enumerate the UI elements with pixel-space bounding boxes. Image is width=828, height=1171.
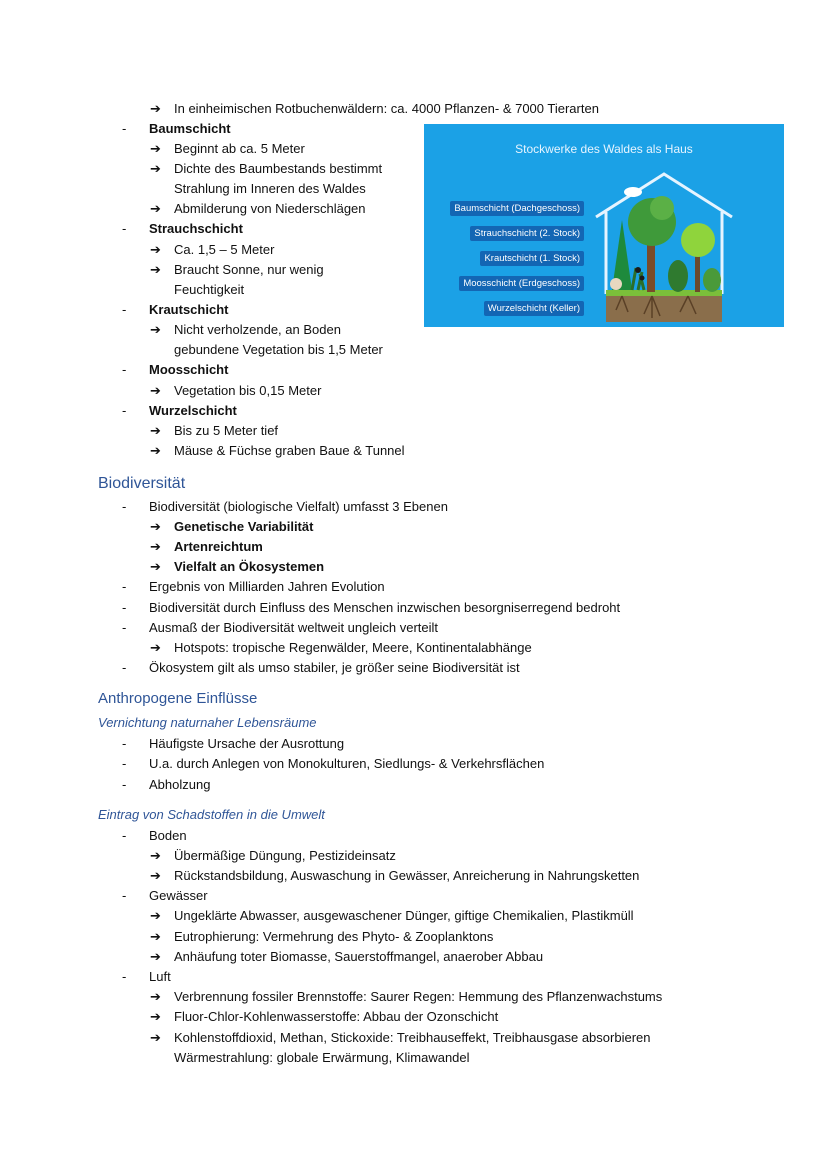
figure-label-strauchschicht: Strauchschicht (2. Stock)	[470, 226, 584, 241]
dash-bullet: -	[122, 221, 127, 236]
point-text: Biodiversität durch Einfluss des Menschen inzwischen besorgniserregend bedroht	[149, 600, 621, 615]
tree-trunk-icon	[647, 242, 655, 292]
arrow-icon: ➔	[150, 559, 161, 574]
arrow-icon: ➔	[150, 101, 161, 116]
point-text: Dichte des Baumbestands bestimmt	[174, 161, 383, 176]
dash-bullet: -	[122, 660, 127, 675]
point-text: Ca. 1,5 – 5 Meter	[174, 242, 275, 257]
arrow-icon: ➔	[150, 383, 161, 398]
tree-crown-icon	[650, 196, 674, 220]
layer-title: Strauchschicht	[149, 221, 243, 236]
point-title: Boden	[149, 828, 187, 843]
figure-label-moosschicht: Moosschicht (Erdgeschoss)	[459, 276, 584, 291]
shrub-icon	[703, 268, 721, 292]
arrow-icon: ➔	[150, 539, 161, 554]
arrow-icon: ➔	[150, 322, 161, 337]
moss-layer	[606, 290, 722, 296]
point-text: Abholzung	[149, 777, 211, 792]
dash-bullet: -	[122, 969, 127, 984]
point-text: U.a. durch Anlegen von Monokulturen, Siedlungs- & Verkehrsflächen	[149, 756, 545, 771]
arrow-icon: ➔	[150, 929, 161, 944]
forest-house-figure	[424, 124, 784, 327]
point-text: Bis zu 5 Meter tief	[174, 423, 279, 438]
arrow-icon: ➔	[150, 423, 161, 438]
dash-bullet: -	[122, 888, 127, 903]
dash-bullet: -	[122, 579, 127, 594]
figure-label-baumschicht: Baumschicht (Dachgeschoss)	[450, 201, 584, 216]
point-text: gebundene Vegetation bis 1,5 Meter	[174, 342, 383, 357]
point-text: Verbrennung fossiler Brennstoffe: Saurer Regen: Hemmung des Pflanzenwachstums	[174, 989, 663, 1004]
layer-title: Baumschicht	[149, 121, 231, 136]
point-text: Biodiversität (biologische Vielfalt) umfasst 3 Ebenen	[149, 499, 448, 514]
point-title: Gewässer	[149, 888, 208, 903]
point-text: Ökosystem gilt als umso stabiler, je größer seine Biodiversität ist	[149, 660, 520, 675]
berry-icon	[640, 276, 645, 281]
forest-house-illustration	[592, 172, 752, 322]
shrub-icon	[668, 260, 688, 292]
point-text: Strahlung im Inneren des Waldes	[174, 181, 366, 196]
dash-bullet: -	[122, 756, 127, 771]
point-text: Vielfalt an Ökosystemen	[174, 559, 325, 574]
arrow-icon: ➔	[150, 868, 161, 883]
point-text: Eutrophierung: Vermehrung des Phyto- & Zooplanktons	[174, 929, 494, 944]
point-text: Fluor-Chlor-Kohlenwasserstoffe: Abbau der Ozonschicht	[174, 1009, 499, 1024]
dash-bullet: -	[122, 499, 127, 514]
dash-bullet: -	[122, 302, 127, 317]
dash-bullet: -	[122, 777, 127, 792]
point-text: Wärmestrahlung: globale Erwärmung, Klimawandel	[174, 1050, 470, 1065]
intro-text: In einheimischen Rotbuchenwäldern: ca. 4000 Pflanzen- & 7000 Tierarten	[174, 101, 599, 116]
dash-bullet: -	[122, 620, 127, 635]
arrow-icon: ➔	[150, 989, 161, 1004]
subheading-habitat: Vernichtung naturnaher Lebensräume	[98, 715, 317, 730]
point-text: Mäuse & Füchse graben Baue & Tunnel	[174, 443, 405, 458]
point-text: Nicht verholzende, an Boden	[174, 322, 341, 337]
dash-bullet: -	[122, 600, 127, 615]
figure-label-krautschicht: Krautschicht (1. Stock)	[480, 251, 584, 266]
dash-bullet: -	[122, 121, 127, 136]
point-text: Vegetation bis 0,15 Meter	[174, 383, 322, 398]
layer-title: Krautschicht	[149, 302, 229, 317]
heading-biodiversity: Biodiversität	[98, 475, 186, 492]
cloud-icon	[624, 187, 642, 197]
dash-bullet: -	[122, 403, 127, 418]
subheading-pollution: Eintrag von Schadstoffen in die Umwelt	[98, 807, 325, 822]
arrow-icon: ➔	[150, 201, 161, 216]
light-tree-icon	[681, 223, 715, 257]
dash-bullet: -	[122, 736, 127, 751]
arrow-icon: ➔	[150, 1009, 161, 1024]
point-title: Luft	[149, 969, 171, 984]
arrow-icon: ➔	[150, 640, 161, 655]
arrow-icon: ➔	[150, 519, 161, 534]
point-text: Rückstandsbildung, Auswaschung in Gewässer, Anreicherung in Nahrungsketten	[174, 868, 640, 883]
layer-title: Wurzelschicht	[149, 403, 237, 418]
point-text: Genetische Variabilität	[174, 519, 314, 534]
point-text: Braucht Sonne, nur wenig	[174, 262, 324, 277]
point-text: Hotspots: tropische Regenwälder, Meere, Kontinentalabhänge	[174, 640, 532, 655]
point-text: Anhäufung toter Biomasse, Sauerstoffmangel, anaerober Abbau	[174, 949, 544, 964]
arrow-icon: ➔	[150, 1030, 161, 1045]
arrow-icon: ➔	[150, 908, 161, 923]
point-text: Artenreichtum	[174, 539, 263, 554]
point-text: Feuchtigkeit	[174, 282, 245, 297]
dash-bullet: -	[122, 362, 127, 377]
point-text: Ungeklärte Abwasser, ausgewaschener Dünger, giftige Chemikalien, Plastikmüll	[174, 908, 634, 923]
arrow-icon: ➔	[150, 141, 161, 156]
figure-title: Stockwerke des Waldes als Haus	[515, 142, 693, 156]
arrow-icon: ➔	[150, 848, 161, 863]
point-text: Übermäßige Düngung, Pestizideinsatz	[174, 848, 396, 863]
point-text: Kohlenstoffdioxid, Methan, Stickoxide: Treibhauseffekt, Treibhausgase absorbieren	[174, 1030, 651, 1045]
layer-title: Moosschicht	[149, 362, 229, 377]
mushroom-icon	[610, 278, 622, 290]
arrow-icon: ➔	[150, 949, 161, 964]
arrow-icon: ➔	[150, 262, 161, 277]
berry-icon	[635, 267, 641, 273]
point-text: Abmilderung von Niederschlägen	[174, 201, 366, 216]
point-text: Häufigste Ursache der Ausrottung	[149, 736, 345, 751]
arrow-icon: ➔	[150, 242, 161, 257]
point-text: Ausmaß der Biodiversität weltweit ungleich verteilt	[149, 620, 439, 635]
figure-label-wurzelschicht: Wurzelschicht (Keller)	[484, 301, 584, 316]
point-text: Ergebnis von Milliarden Jahren Evolution	[149, 579, 385, 594]
heading-anthropogenic: Anthropogene Einflüsse	[98, 690, 258, 707]
arrow-icon: ➔	[150, 443, 161, 458]
dash-bullet: -	[122, 828, 127, 843]
point-text: Beginnt ab ca. 5 Meter	[174, 141, 305, 156]
arrow-icon: ➔	[150, 161, 161, 176]
